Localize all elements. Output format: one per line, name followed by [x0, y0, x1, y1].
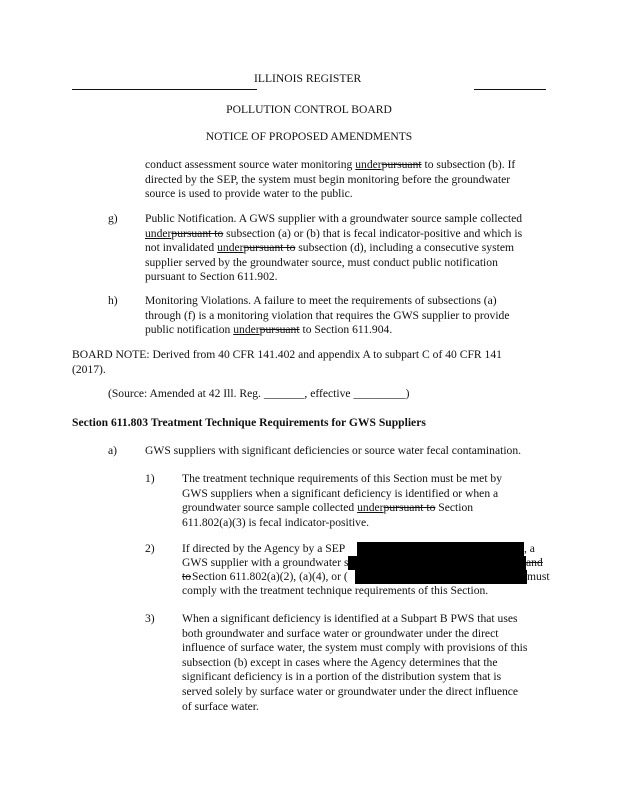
redaction-block — [355, 570, 527, 584]
para-g-label: g) — [108, 212, 118, 225]
header-rule-right — [474, 89, 546, 90]
item-2-line-3c: must — [527, 570, 550, 583]
section-heading: Section 611.803 Treatment Technique Requirements for GWS Suppliers — [72, 416, 426, 429]
board-title: POLLUTION CONTROL BOARD — [226, 103, 392, 116]
notice-title: NOTICE OF PROPOSED AMENDMENTS — [205, 130, 413, 143]
item-2-line-2b: and — [526, 556, 543, 569]
source-line: (Source: Amended at 42 Ill. Reg. _______, effective _________) — [108, 387, 410, 400]
item-3-label: 3) — [145, 612, 155, 625]
item-2-line-1a: If directed by the Agency by a SEP — [182, 542, 346, 555]
sec-a-label: a) — [108, 444, 118, 457]
item-2-line-3a: to — [182, 570, 192, 583]
redaction-block — [348, 556, 526, 570]
header-rule-left — [72, 89, 257, 90]
item-3-text: When a significant deficiency is identified at a Subpart B PWS that uses both groundwater and surface water or groundwater under the direct influence of surface water, the system must comply with provisions of this subsection (b) except in cases where the Agency determines that the significant deficiency is in a portion of the distribution system that is served solely by surface water or groundwater under the direct influence of surface water. — [182, 612, 528, 713]
item-1-text: The treatment technique requirements of this Section must be met by GWS suppliers when a significant deficiency is identified or when a groundwater source sample collected underpursuant to Section 611.802(a)(3) is fecal indicator-positive. — [182, 472, 503, 529]
para-h-label: h) — [108, 294, 118, 307]
para-g-text: Public Notification. A GWS supplier with a groundwater source sample collected underpursuant to subsection (a) or (b) that is fecal indicator-positive and which is not invalidated underpursuant to subsection (d), including a consecutive system supplier served by the groundwater source, must conduct public notification pursuant to Section 611.902. — [145, 212, 523, 284]
item-1-label: 1) — [145, 472, 155, 485]
item-2-line-3b: Section 611.802(a)(2), (a)(4), or ( — [192, 570, 348, 583]
para-h-text: Monitoring Violations. A failure to meet the requirements of subsections (a) through (f) is a monitoring violation that requires the GWS supplier to provide public notification underpursuant to Section 611.904. — [145, 294, 510, 337]
item-2-line-1b: , a — [524, 542, 535, 555]
board-note: BOARD NOTE: Derived from 40 CFR 141.402 and appendix A to subpart C of 40 CFR 141 (2017). — [72, 348, 502, 376]
redaction-block — [357, 542, 524, 556]
item-2-line-4: comply with the treatment technique requirements of this Section. — [182, 584, 489, 597]
register-title: ILLINOIS REGISTER — [254, 72, 362, 85]
item-2-line-2a: GWS supplier with a groundwater s — [182, 556, 349, 569]
sec-a-text: GWS suppliers with significant deficiencies or source water fecal contamination. — [145, 444, 522, 457]
item-2-label: 2) — [145, 542, 155, 555]
para-f-continuation: conduct assessment source water monitoring underpursuant to subsection (b). If directed by the SEP, the system must begin monitoring before the groundwater source is used to provide water to the public. — [145, 158, 516, 201]
